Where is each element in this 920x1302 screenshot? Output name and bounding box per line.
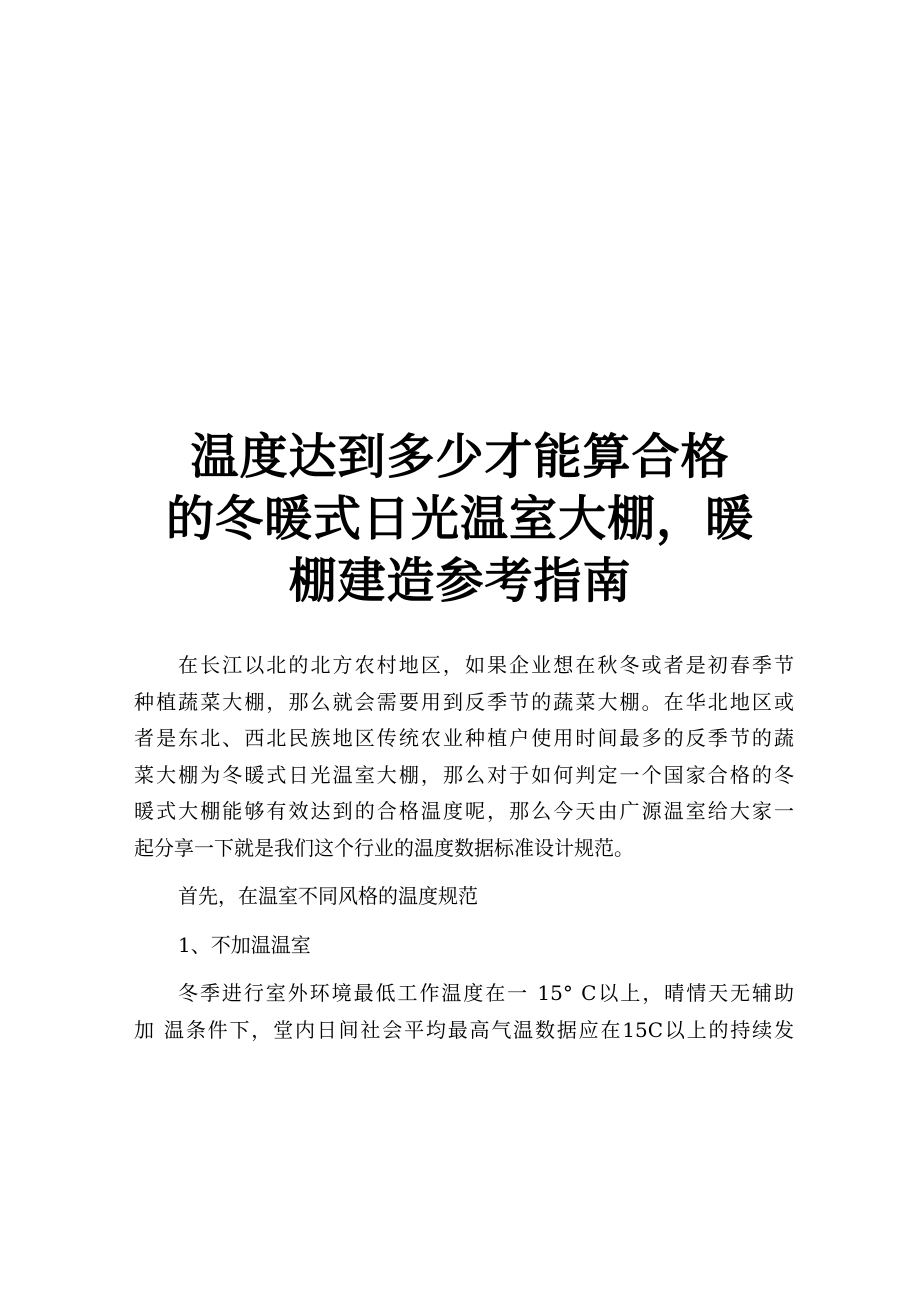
document-body: [134, 647, 794, 1048]
section-heading-unheated: 1、不加温温室: [178, 932, 311, 957]
paragraph-line: 加 温条件下，堂内日间社会平均最高气温数据应在15C以上的持续发: [134, 1017, 794, 1042]
title-line-1: 温度达到多少才能算合格: [190, 429, 730, 485]
paragraph-line: 菜大棚为冬暖式日光温室大棚，那么对于如何判定一个国家合格的冬: [134, 762, 794, 787]
paragraph-line: 者是东北、西北民族地区传统农业种植户使用时间最多的反季节的蔬: [134, 726, 794, 750]
paragraph-line: 种植蔬菜大棚，那么就会需要用到反季节的蔬菜大棚。在华北地区或: [134, 689, 794, 714]
title-line-3: 棚建造参考指南: [288, 553, 632, 609]
paragraph-line: 起分享一下就是我们这个行业的温度数据标准设计规范。: [134, 835, 634, 860]
paragraph-line: 在长江以北的北方农村地区，如果企业想在秋冬或者是初春季节: [178, 653, 794, 677]
paragraph-intro: [134, 647, 794, 866]
paragraph-winter-temp: [134, 975, 794, 1048]
title-line-2: 的冬暖式日光温室大棚，暖: [165, 491, 754, 547]
paragraph-first: 首先，在温室不同风格的温度规范: [178, 884, 478, 908]
document-title: [100, 426, 820, 612]
paragraph-line: 冬季进行室外环境最低工作温度在一 15° C以上，晴情天无辅助: [178, 981, 794, 1005]
paragraph-line: 暖式大棚能够有效达到的合格温度呢，那么今天由广源温室给大家一: [134, 799, 794, 823]
